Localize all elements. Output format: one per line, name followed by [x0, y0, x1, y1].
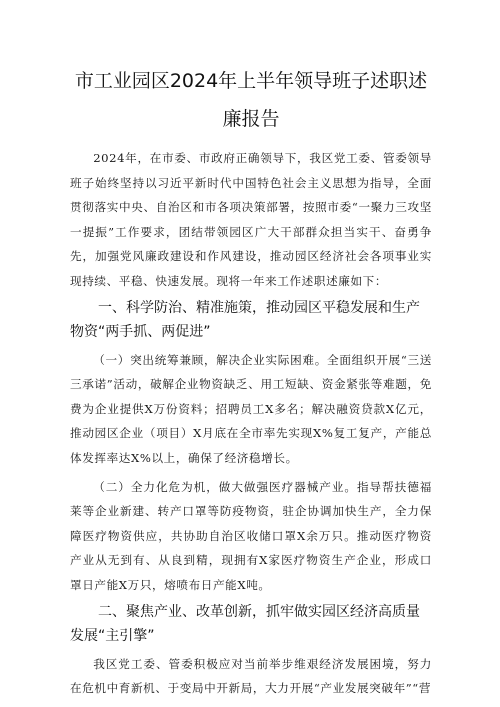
- document-title: [70, 62, 432, 138]
- intro-paragraph: 2024年，在市委、市政府正确领导下，我区党工委、管委领导班子始终坚持以习近平新时代中国特色社会主义思想为指导，全面贯彻落实中央、自治区和市各项决策部署，按照市委“一聚力三攻坚一提振”工作要求，团结带领园区广大干部群众担当实干、奋勇争先，加强党风廉政建设和作风建设，推动园区经济社会各项事业实现持续、平稳、快速发展。现将一年来工作述职述廉如下：: [70, 151, 432, 288]
- section-1-paragraph-1: （一）突出统筹兼顾，解决企业实际困难。全面组织开展“三送三承诺”活动，破解企业物资缺乏、用工短缺、资金紧张等难题，免费为企业提供X万份资料；招聘员工X多名；解决融资贷款X亿元，推动园区企业（项目）X月底在全市率先实现X%复工复产，产能总体发挥率达X%以上，确保了经济稳增长。: [70, 352, 432, 465]
- section-1-heading: 一、科学防治、精准施策，推动园区平稳发展和生产物资“两手抓、两促进”: [70, 299, 420, 340]
- section-2-paragraph-1: 我区党工委、管委积极应对当前举步维艰经济发展困境，努力在危机中育新机、于变局中开新局，大力开展“产业发展突破年”“营: [70, 656, 432, 696]
- title-line-2: 廉报告: [222, 108, 280, 130]
- title-line-1: 市工业园区2024年上半年领导班子述职述: [74, 70, 428, 92]
- section-2-heading: 二、聚焦产业、改革创新，抓牢做实园区经济高质量发展“主引擎”: [70, 603, 420, 644]
- section-1-paragraph-2: （二）全力化危为机，做大做强医疗器械产业。指导帮扶德福莱等企业新建、转产口罩等防疫物资，驻企协调加快生产，全力保障医疗物资供应，共协助自治区收储口罩X余万只。推动医疗物资产业从无到有、从良到精，现拥有X家医疗物资生产企业，形成口罩日产能X万只，熔喷布日产能X吨。: [70, 479, 432, 592]
